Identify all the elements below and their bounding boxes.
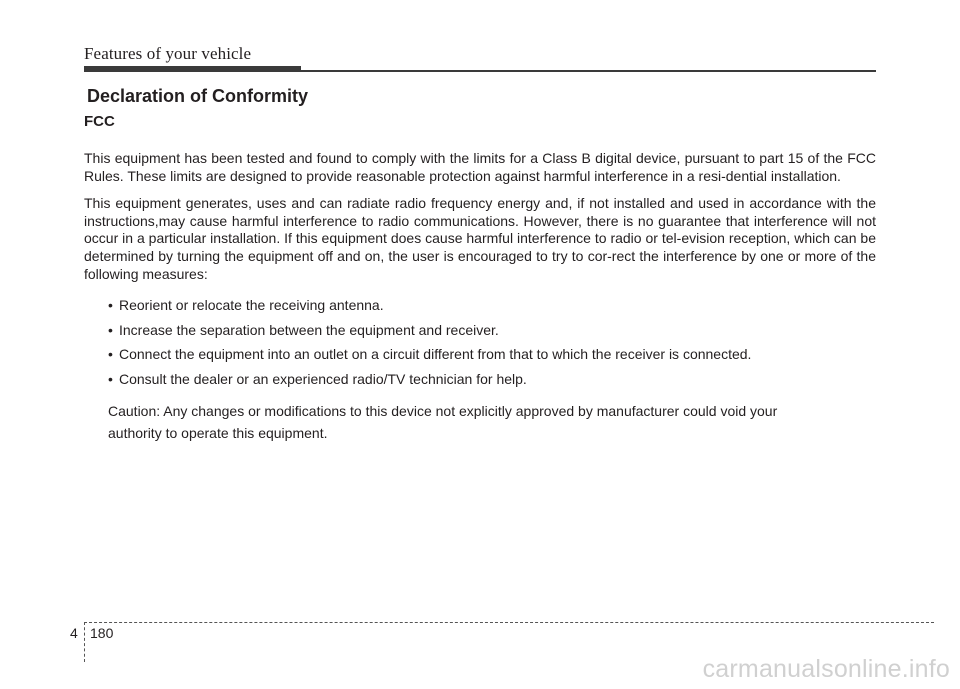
bullet-icon: •: [108, 346, 113, 363]
list-item: • Increase the separation between the equipment and receiver.: [108, 321, 499, 338]
subhead-fcc: FCC: [84, 113, 115, 130]
footer-rule: [84, 622, 934, 623]
bullet-icon: •: [108, 370, 113, 387]
measures-list: [84, 297, 876, 388]
page-number: 180: [90, 625, 114, 641]
paragraph-compliance: This equipment has been tested and found to comply with the limits for a Class B digital device, pursuant to part 15 of the FCC Rules. These limits are designed to provide reasonable protection against harmful interference in a resi-dential installation.: [84, 150, 876, 184]
body-text: [84, 150, 876, 444]
footer-divider: [84, 622, 85, 662]
list-item: • Consult the dealer or an experienced radio/TV technician for help.: [108, 370, 527, 387]
watermark-text: carmanualsonline.info: [702, 655, 950, 683]
bullet-icon: •: [108, 321, 113, 338]
chapter-number: 4: [70, 625, 78, 641]
list-item: • Reorient or relocate the receiving antenna.: [108, 297, 384, 314]
list-item: • Connect the equipment into an outlet on a circuit different from that to which the receiver is connected.: [108, 346, 752, 363]
header-rule: [84, 70, 876, 72]
section-title: Declaration of Conformity: [87, 86, 309, 106]
paragraph-interference: This equipment generates, uses and can radiate radio frequency energy and, if not installed and used in accordance with the instructions,may cause harmful interference to radio communications. However, there is no guarantee that interference will not occur in a particular installation. If this equipment does cause harmful interference to radio or tel-evision reception, which can be determined by turning the equipment off and on, the user is encouraged to try to cor-rect the interference by one or more of the following measures:: [84, 195, 876, 282]
caution-note: Caution: Any changes or modifications to this device not explicitly approved by manufacturer could void your authority to operate this equipment.: [108, 402, 778, 441]
chapter-title: Features of your vehicle: [84, 44, 252, 63]
bullet-icon: •: [108, 297, 113, 314]
